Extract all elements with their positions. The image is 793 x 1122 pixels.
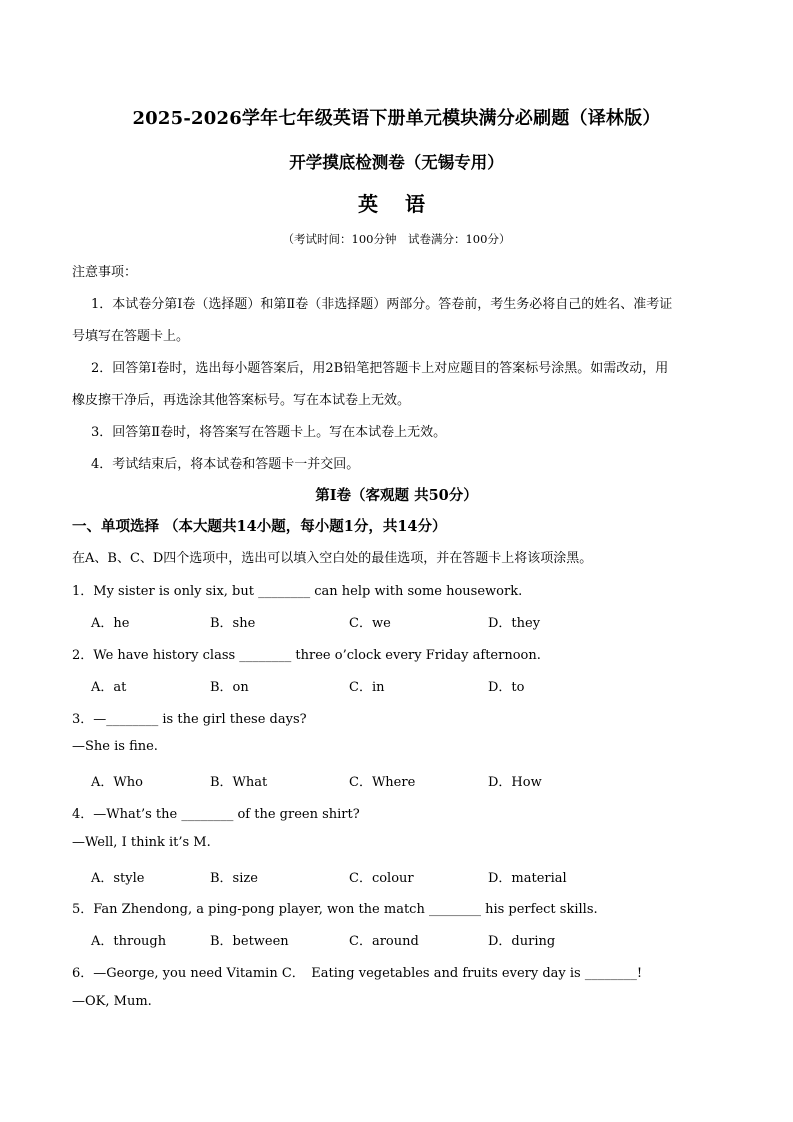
q3-option-d: D．How bbox=[488, 775, 542, 790]
q4-option-a: A．style bbox=[91, 871, 145, 886]
subject-title: 英 语 bbox=[358, 192, 435, 216]
question-3: 3．—________ is the girl these days? bbox=[72, 712, 307, 727]
q3-option-a: A．Who bbox=[91, 775, 143, 790]
note-3: 3．回答第Ⅱ卷时，将答案写在答题卡上。写在本试卷上无效。 bbox=[91, 425, 447, 440]
q2-option-a: A．at bbox=[91, 680, 127, 695]
q3-option-b: B．What bbox=[210, 775, 268, 790]
q2-option-b: B．on bbox=[210, 680, 249, 695]
question-1: 1．My sister is only six, but ________ can help with some housework. bbox=[72, 584, 523, 599]
q1-option-a: A．he bbox=[91, 616, 130, 631]
document-subtitle: 开学摸底检测卷（无锡专用） bbox=[289, 153, 504, 172]
note-1-line-1: 1．本试卷分第Ⅰ卷（选择题）和第Ⅱ卷（非选择题）两部分。答卷前，考生务必将自己的姓名、准考证 bbox=[91, 297, 673, 312]
q5-option-a: A．through bbox=[91, 934, 167, 949]
part-1-title: 第Ⅰ卷（客观题 共50分） bbox=[315, 487, 478, 504]
q1-option-b: B．she bbox=[210, 616, 256, 631]
section-1-title: 一、单项选择 （本大题共14小题，每小题1分，共14分） bbox=[72, 518, 447, 535]
notes-title: 注意事项： bbox=[72, 265, 138, 280]
q5-option-c: C．around bbox=[349, 934, 419, 949]
section-instruction: 在A、B、C、D四个选项中，选出可以填入空白处的最佳选项，并在答题卡上将该项涂黑。 bbox=[72, 551, 593, 566]
q2-option-d: D．to bbox=[488, 680, 525, 695]
q4-option-d: D．material bbox=[488, 871, 567, 886]
question-2: 2．We have history class ________ three o’clock every Friday afternoon. bbox=[72, 648, 541, 663]
note-2-line-2: 橡皮擦干净后，再选涂其他答案标号。写在本试卷上无效。 bbox=[72, 393, 411, 408]
question-3-reply: —She is fine. bbox=[72, 739, 158, 754]
document-title: 2025-2026学年七年级英语下册单元模块满分必刷题（译林版） bbox=[132, 108, 661, 129]
question-5: 5．Fan Zhendong, a ping-pong player, won the match ________ his perfect skills. bbox=[72, 902, 598, 917]
q5-option-b: B．between bbox=[210, 934, 289, 949]
q2-option-c: C．in bbox=[349, 680, 385, 695]
note-4: 4．考试结束后，将本试卷和答题卡一并交回。 bbox=[91, 457, 360, 472]
q4-option-b: B．size bbox=[210, 871, 258, 886]
question-6-reply: —OK, Mum. bbox=[72, 994, 152, 1009]
q1-option-d: D．they bbox=[488, 616, 541, 631]
question-6: 6．—George, you need Vitamin C． Eating vegetables and fruits every day is ________! bbox=[72, 966, 643, 981]
note-2-line-1: 2．回答第Ⅰ卷时，选出每小题答案后，用2B铅笔把答题卡上对应题目的答案标号涂黑。如需改动，用 bbox=[91, 361, 669, 376]
exam-info: （考试时间：100分钟 试卷满分：100分） bbox=[282, 232, 511, 246]
note-1-line-2: 号填写在答题卡上。 bbox=[72, 329, 190, 344]
q1-option-c: C．we bbox=[349, 616, 391, 631]
question-4: 4．—What’s the ________ of the green shirt? bbox=[72, 807, 360, 822]
question-4-reply: —Well, I think it’s M. bbox=[72, 835, 211, 850]
q3-option-c: C．Where bbox=[349, 775, 416, 790]
q4-option-c: C．colour bbox=[349, 871, 414, 886]
q5-option-d: D．during bbox=[488, 934, 556, 949]
